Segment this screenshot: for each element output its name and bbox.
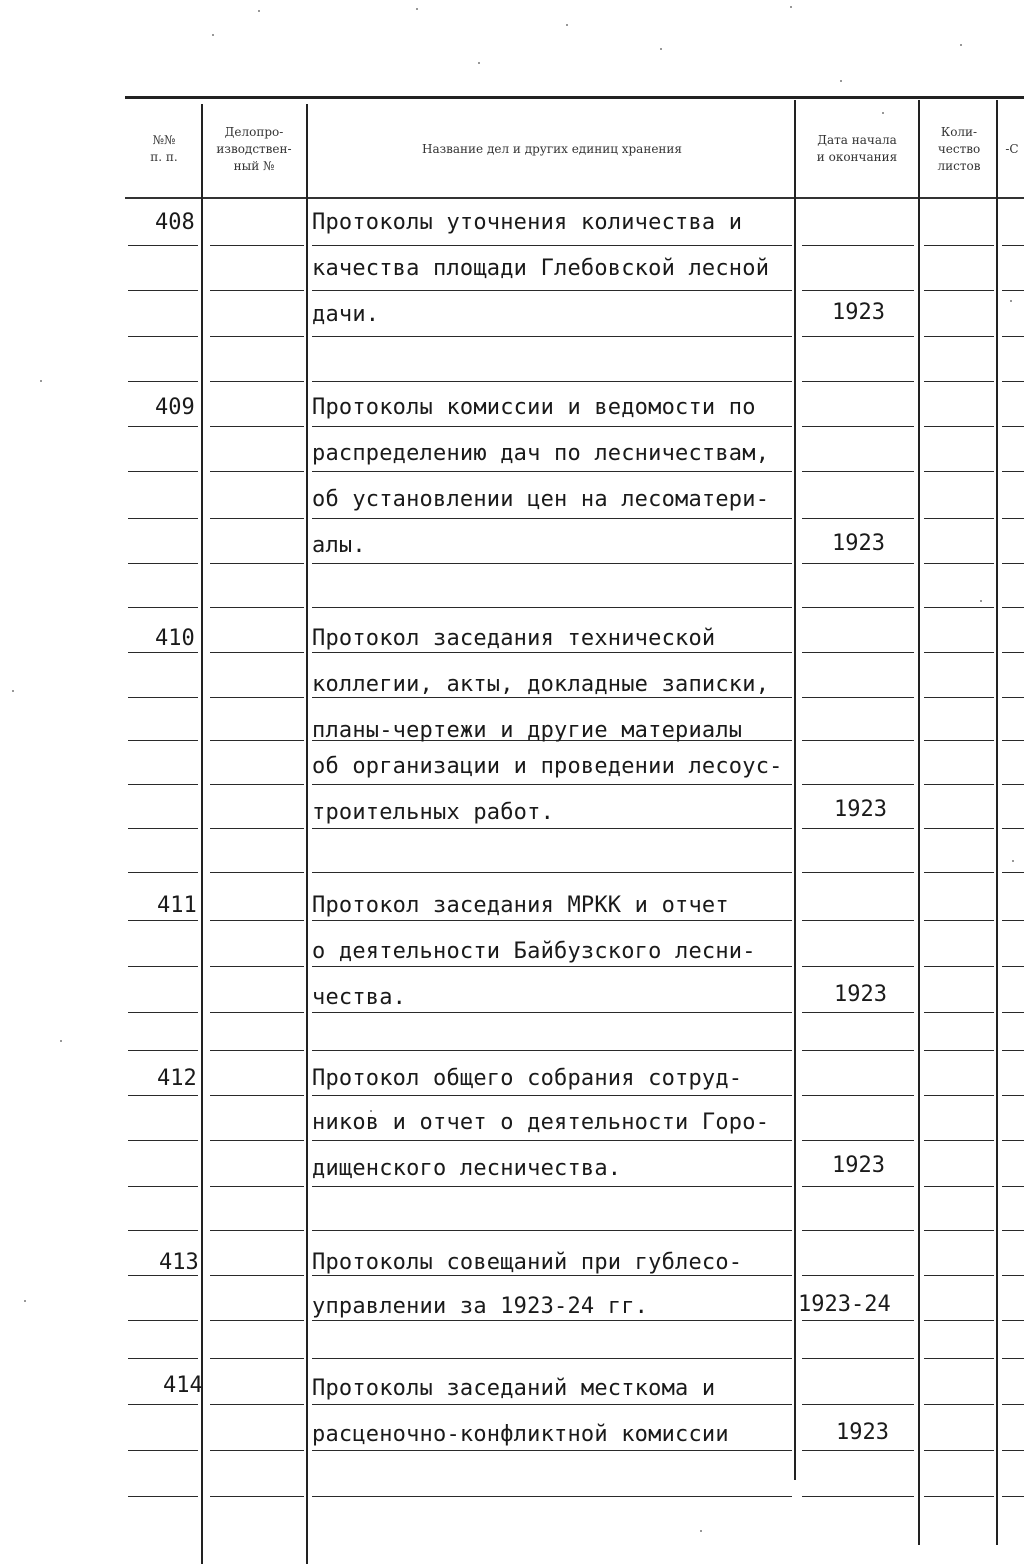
ruled-line xyxy=(128,1095,198,1096)
column-divider xyxy=(201,104,203,1564)
column-divider xyxy=(996,100,998,1545)
entry-title-line: Протоколы заседаний месткома и xyxy=(312,1376,716,1401)
ruled-line xyxy=(1002,1275,1024,1276)
ruled-line xyxy=(210,1095,304,1096)
entry-number: 409 xyxy=(155,395,195,420)
entry-title-line: Протокол общего собрания сотруд- xyxy=(312,1066,743,1091)
ruled-line xyxy=(312,471,792,472)
ruled-line xyxy=(312,828,792,829)
ruled-line xyxy=(924,381,994,382)
ruled-line xyxy=(312,290,792,291)
ruled-line xyxy=(1002,1095,1024,1096)
ruled-line xyxy=(312,1450,792,1451)
ruled-line xyxy=(924,1186,994,1187)
ruled-line xyxy=(128,1358,198,1359)
ruled-line xyxy=(210,1450,304,1451)
ruled-line xyxy=(802,740,914,741)
ruled-line xyxy=(128,784,198,785)
entry-title-line: управлении за 1923-24 гг. xyxy=(312,1294,649,1319)
ruled-line xyxy=(312,518,792,519)
ruled-line xyxy=(924,1320,994,1321)
scan-speck xyxy=(478,62,480,64)
ruled-line xyxy=(312,1012,792,1013)
scan-speck xyxy=(60,1040,62,1042)
ruled-line xyxy=(802,920,914,921)
entry-title-line: планы-чертежи и другие материалы xyxy=(312,718,743,743)
ruled-line xyxy=(924,740,994,741)
ruled-line xyxy=(128,1275,198,1276)
header-col-cut: -С xyxy=(1005,141,1019,156)
ruled-line xyxy=(802,290,914,291)
ruled-line xyxy=(924,290,994,291)
ruled-line xyxy=(1002,828,1024,829)
entry-title-line: об организации и проведении лесоус- xyxy=(312,754,783,779)
ruled-line xyxy=(924,518,994,519)
entry-title-line: распределению дач по лесничествам, xyxy=(312,441,770,466)
ruled-line xyxy=(1002,381,1024,382)
ruled-line xyxy=(312,966,792,967)
ruled-line xyxy=(128,563,198,564)
ruled-line xyxy=(210,471,304,472)
ruled-line xyxy=(312,381,792,382)
ruled-line xyxy=(210,336,304,337)
entry-title-line: о деятельности Байбузского лесни- xyxy=(312,939,756,964)
entry-number: 414 xyxy=(163,1373,203,1398)
ruled-line xyxy=(802,607,914,608)
ruled-line xyxy=(128,652,198,653)
ruled-line xyxy=(1002,1496,1024,1497)
ruled-line xyxy=(1002,966,1024,967)
ruled-line xyxy=(312,245,792,246)
ruled-line xyxy=(802,1012,914,1013)
ruled-line xyxy=(210,1050,304,1051)
ruled-line xyxy=(210,872,304,873)
ruled-line xyxy=(312,336,792,337)
header-top-rule xyxy=(125,96,1024,99)
ruled-line xyxy=(1002,1404,1024,1405)
ruled-line xyxy=(924,1012,994,1013)
ruled-line xyxy=(924,563,994,564)
ruled-line xyxy=(924,1140,994,1141)
ruled-line xyxy=(802,1450,914,1451)
ruled-line xyxy=(1002,607,1024,608)
entry-title-line: Протокол заседания МРКК и отчет xyxy=(312,893,729,918)
entry-title-line: качества площади Глебовской лесной xyxy=(312,256,770,281)
ruled-line xyxy=(802,872,914,873)
ruled-line xyxy=(210,784,304,785)
entry-title-line: дищенского лесничества. xyxy=(312,1156,622,1181)
ruled-line xyxy=(312,1496,792,1497)
scan-speck xyxy=(960,44,962,46)
ruled-line xyxy=(312,563,792,564)
scan-speck xyxy=(882,112,884,114)
ruled-line xyxy=(924,1050,994,1051)
ruled-line xyxy=(802,381,914,382)
ruled-line xyxy=(128,966,198,967)
ruled-line xyxy=(210,381,304,382)
scan-speck xyxy=(416,8,418,10)
ruled-line xyxy=(802,784,914,785)
ruled-line xyxy=(924,784,994,785)
entry-date: 1923 xyxy=(834,797,887,822)
entry-date: 1923 xyxy=(832,1153,885,1178)
ruled-line xyxy=(128,872,198,873)
header-col-sheets: Коли- чество листов xyxy=(937,124,981,173)
header-col-office-number: Делопро- изводствен- ный № xyxy=(216,124,292,173)
ruled-line xyxy=(210,245,304,246)
ruled-line xyxy=(802,1404,914,1405)
ruled-line xyxy=(1002,1186,1024,1187)
column-divider xyxy=(794,100,796,1480)
ruled-line xyxy=(210,1320,304,1321)
header-bottom-rule xyxy=(125,197,1024,199)
ruled-line xyxy=(210,518,304,519)
scan-speck xyxy=(40,380,42,382)
ruled-line xyxy=(924,1450,994,1451)
ruled-line xyxy=(802,426,914,427)
ruled-line xyxy=(802,1358,914,1359)
ruled-line xyxy=(210,1358,304,1359)
scan-speck xyxy=(566,24,568,26)
ruled-line xyxy=(312,1095,792,1096)
entry-title-line: Протоколы комиссии и ведомости по xyxy=(312,395,756,420)
ruled-line xyxy=(924,966,994,967)
ruled-line xyxy=(128,1186,198,1187)
ruled-line xyxy=(924,1095,994,1096)
scan-speck xyxy=(212,34,214,36)
ruled-line xyxy=(924,607,994,608)
scan-speck xyxy=(258,10,260,12)
ruled-line xyxy=(1002,1450,1024,1451)
ruled-line xyxy=(312,1358,792,1359)
ruled-line xyxy=(312,1186,792,1187)
ruled-line xyxy=(210,290,304,291)
ruled-line xyxy=(128,336,198,337)
ruled-line xyxy=(210,1012,304,1013)
ruled-line xyxy=(1002,471,1024,472)
ruled-line xyxy=(210,563,304,564)
column-divider xyxy=(306,104,308,1564)
ruled-line xyxy=(128,381,198,382)
ruled-line xyxy=(128,426,198,427)
ruled-line xyxy=(1002,245,1024,246)
entry-title-line: чества. xyxy=(312,985,407,1010)
ruled-line xyxy=(924,1358,994,1359)
ruled-line xyxy=(1002,1320,1024,1321)
ruled-line xyxy=(312,920,792,921)
entry-title-line: об установлении цен на лесоматери- xyxy=(312,487,770,512)
ruled-line xyxy=(802,697,914,698)
ruled-line xyxy=(128,518,198,519)
ruled-line xyxy=(312,872,792,873)
ruled-line xyxy=(1002,563,1024,564)
ruled-line xyxy=(210,426,304,427)
ruled-line xyxy=(210,607,304,608)
ruled-line xyxy=(802,828,914,829)
ruled-line xyxy=(1002,290,1024,291)
ruled-line xyxy=(802,563,914,564)
ruled-line xyxy=(802,245,914,246)
entry-title-line: расценочно-конфликтной комиссии xyxy=(312,1422,729,1447)
header-col-title: Название дел и других единиц хранения xyxy=(421,141,682,156)
scan-speck xyxy=(840,80,842,82)
scan-speck xyxy=(1010,300,1012,302)
ruled-line xyxy=(312,1230,792,1231)
ruled-line xyxy=(210,697,304,698)
ruled-line xyxy=(128,245,198,246)
scan-speck xyxy=(1012,860,1014,862)
entry-title-line: ников и отчет о деятельности Горо- xyxy=(312,1110,770,1135)
ruled-line xyxy=(312,607,792,608)
ruled-line xyxy=(1002,336,1024,337)
scan-speck xyxy=(700,1530,702,1532)
entry-date: 1923 xyxy=(834,982,887,1007)
ruled-line xyxy=(128,290,198,291)
ruled-line xyxy=(924,245,994,246)
ruled-line xyxy=(1002,697,1024,698)
ruled-line xyxy=(210,1404,304,1405)
ruled-line xyxy=(802,1275,914,1276)
ruled-line xyxy=(1002,1358,1024,1359)
ruled-line xyxy=(128,1450,198,1451)
ruled-line xyxy=(312,1275,792,1276)
ruled-line xyxy=(210,966,304,967)
entry-title-line: Протоколы уточнения количества и xyxy=(312,210,743,235)
ruled-line xyxy=(1002,740,1024,741)
ruled-line xyxy=(802,518,914,519)
ruled-line xyxy=(128,471,198,472)
ruled-line xyxy=(210,652,304,653)
entry-number: 413 xyxy=(159,1250,199,1275)
ruled-line xyxy=(924,336,994,337)
ruled-line xyxy=(802,471,914,472)
ruled-line xyxy=(210,1496,304,1497)
entry-title-line: алы. xyxy=(312,533,366,558)
ruled-line xyxy=(924,1404,994,1405)
entry-date: 1923 xyxy=(832,300,885,325)
ruled-line xyxy=(210,1275,304,1276)
ruled-line xyxy=(128,1012,198,1013)
ruled-line xyxy=(1002,1140,1024,1141)
ruled-line xyxy=(128,1140,198,1141)
ruled-line xyxy=(1002,426,1024,427)
ruled-line xyxy=(312,1140,792,1141)
ruled-line xyxy=(802,1095,914,1096)
ruled-line xyxy=(128,1320,198,1321)
ruled-line xyxy=(312,1404,792,1405)
ruled-line xyxy=(128,740,198,741)
ruled-line xyxy=(312,784,792,785)
ruled-line xyxy=(802,1320,914,1321)
ruled-line xyxy=(924,652,994,653)
ruled-line xyxy=(802,1186,914,1187)
header-col-number: №№ п. п. xyxy=(150,133,178,164)
ruled-line xyxy=(312,1320,792,1321)
ruled-line xyxy=(1002,784,1024,785)
ruled-line xyxy=(924,1230,994,1231)
ruled-line xyxy=(1002,518,1024,519)
entry-title-line: коллегии, акты, докладные записки, xyxy=(312,672,770,697)
ruled-line xyxy=(312,426,792,427)
ruled-line xyxy=(924,1275,994,1276)
ruled-line xyxy=(924,697,994,698)
ruled-line xyxy=(924,828,994,829)
ruled-line xyxy=(210,1230,304,1231)
ruled-line xyxy=(128,1404,198,1405)
ruled-line xyxy=(312,652,792,653)
ruled-line xyxy=(210,1140,304,1141)
ruled-line xyxy=(128,697,198,698)
ruled-line xyxy=(1002,652,1024,653)
entry-date: 1923-24 xyxy=(798,1292,891,1317)
ruled-line xyxy=(128,1496,198,1497)
ruled-line xyxy=(802,966,914,967)
ruled-line xyxy=(802,1496,914,1497)
scan-speck xyxy=(24,1300,26,1302)
ruled-line xyxy=(1002,872,1024,873)
ruled-line xyxy=(802,1050,914,1051)
ruled-line xyxy=(1002,920,1024,921)
scan-speck xyxy=(980,600,982,602)
entry-date: 1923 xyxy=(836,1420,889,1445)
ruled-line xyxy=(128,1050,198,1051)
entry-title-line: троительных работ. xyxy=(312,800,555,825)
column-divider xyxy=(918,100,920,1545)
ruled-line xyxy=(210,828,304,829)
ruled-line xyxy=(312,697,792,698)
ruled-line xyxy=(924,920,994,921)
ruled-line xyxy=(1002,1012,1024,1013)
entry-title-line: Протоколы совещаний при гублесо- xyxy=(312,1250,743,1275)
entry-number: 411 xyxy=(157,893,197,918)
ruled-line xyxy=(802,1230,914,1231)
ruled-line xyxy=(312,1050,792,1051)
ruled-line xyxy=(924,426,994,427)
header-col-dates: Дата начала и окончания xyxy=(816,133,898,164)
entry-number: 408 xyxy=(155,210,195,235)
ruled-line xyxy=(802,652,914,653)
entry-number: 410 xyxy=(155,626,195,651)
ruled-line xyxy=(924,471,994,472)
scan-speck xyxy=(12,690,14,692)
ruled-line xyxy=(128,920,198,921)
scan-speck xyxy=(790,6,792,8)
ruled-line xyxy=(210,920,304,921)
ruled-line xyxy=(1002,1050,1024,1051)
entry-number: 412 xyxy=(157,1066,197,1091)
entry-title-line: Протокол заседания технической xyxy=(312,626,716,651)
ruled-line xyxy=(924,1496,994,1497)
entry-title-line: дачи. xyxy=(312,302,380,327)
scan-speck xyxy=(660,48,662,50)
ruled-line xyxy=(210,1186,304,1187)
ruled-line xyxy=(128,607,198,608)
ruled-line xyxy=(1002,1230,1024,1231)
ruled-line xyxy=(924,872,994,873)
ruled-line xyxy=(802,336,914,337)
ruled-line xyxy=(802,1140,914,1141)
ruled-line xyxy=(128,828,198,829)
ruled-line xyxy=(210,740,304,741)
ruled-line xyxy=(128,1230,198,1231)
entry-date: 1923 xyxy=(832,531,885,556)
